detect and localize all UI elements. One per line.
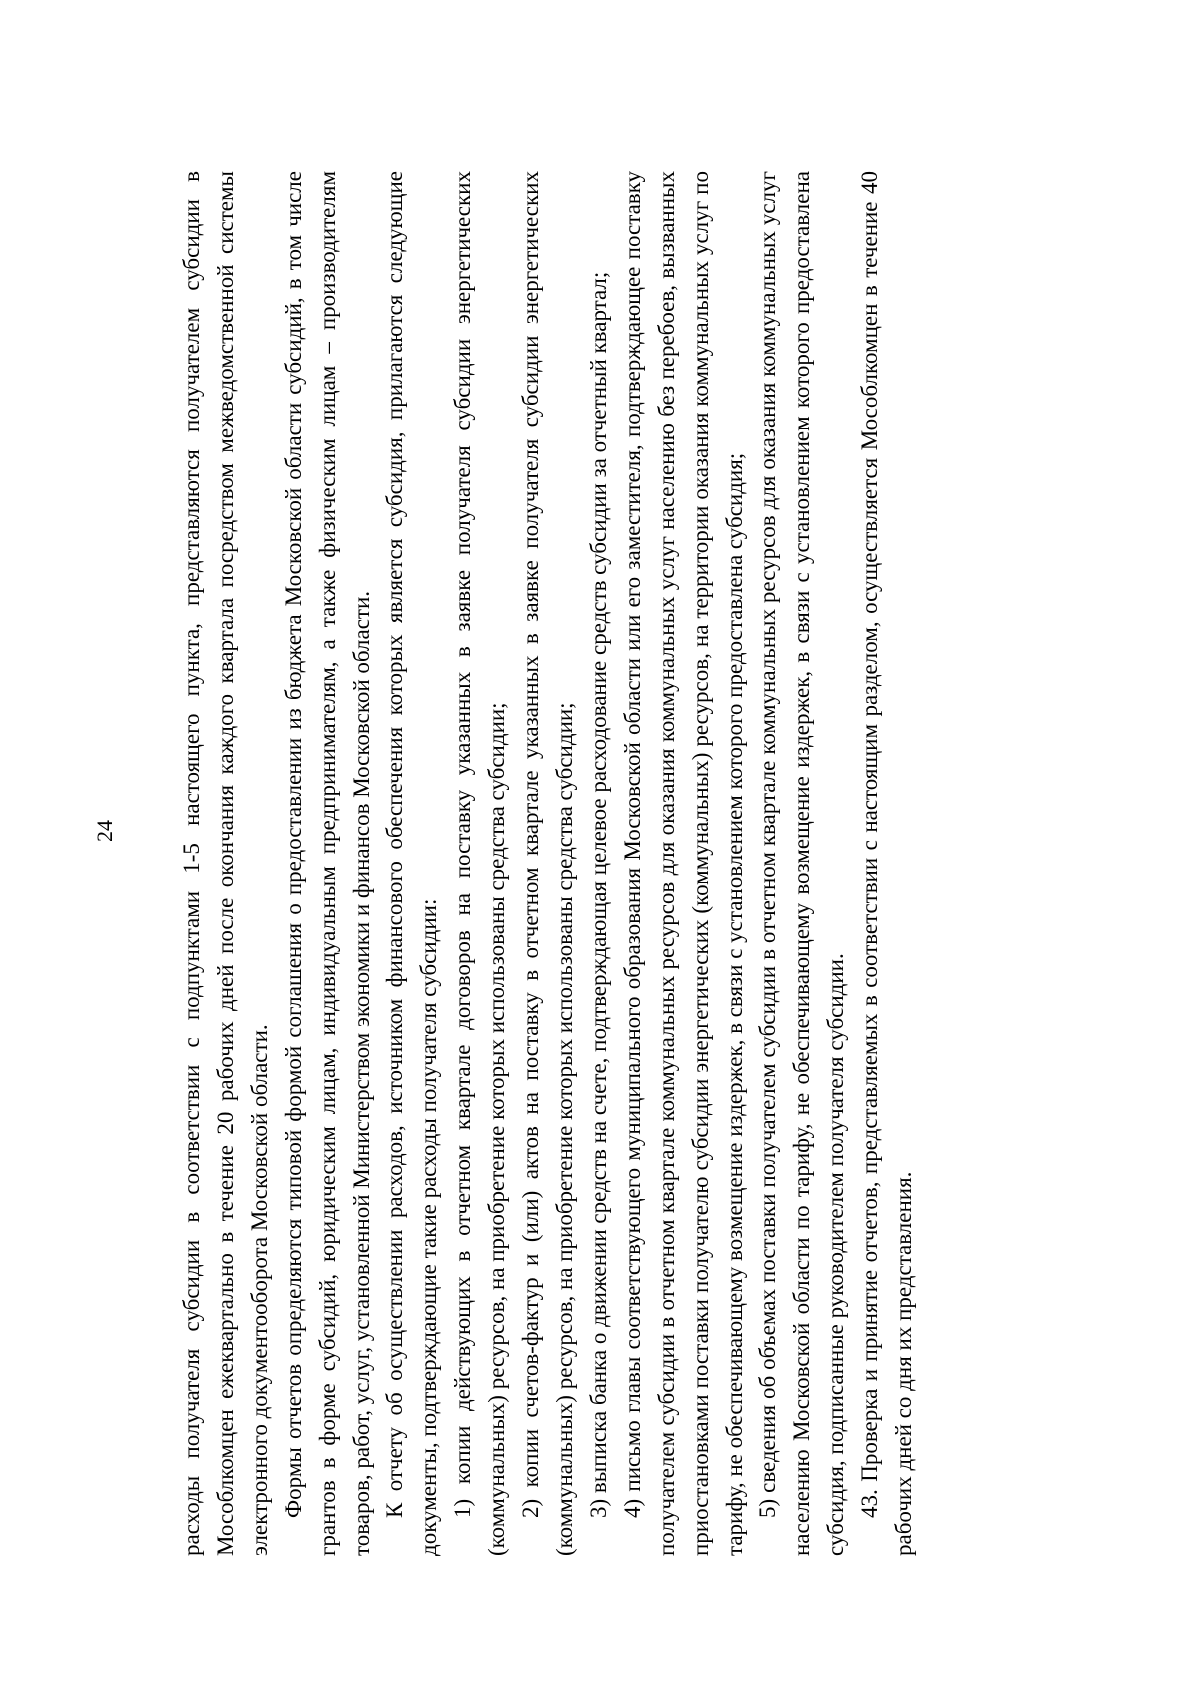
- page-number: 24: [92, 820, 117, 842]
- list-item: 2) копии счетов-фактур и (или) актов на поставку в отчетном квартале указанных в заявке получателя субсидии энергетических (коммунальных) ресурсов, на приобретение которых использованы средства субсидии;: [518, 171, 577, 1556]
- document-text: [175, 171, 921, 1556]
- rotated-page-body: [175, 171, 1075, 1556]
- list-item: 5) сведения об объемах поставки получателем субсидии в отчетном квартале коммунальных ресурсов для оказания коммунальных услуг населению Московской области по тарифу, не обеспечивающему возмещение издержек, в связи с установлением которого предоставлена субсидия, подписанные руководителем получателя субсидии.: [755, 171, 849, 1556]
- list-item: 3) выписка банка о движении средств на счете, подтверждающая целевое расходование средств субсидии за отчетный квартал;: [585, 271, 611, 1518]
- paragraph: расходы получателя субсидии в соответствии с подпунктами 1-5 настоящего пункта, представляются получателем субсидии в Мособлкомцен ежеквартально в течение 20 рабочих дней после окончания каждого квартала посредством межведомственной системы электронного документооборота Московской области.: [179, 171, 272, 1556]
- list-item: 1) копии действующих в отчетном квартале договоров на поставку указанных в заявке получателя субсидии энергетических (коммунальных) ресурсов, на приобретение которых использованы средства субсидии;: [450, 171, 510, 1556]
- paragraph: 43. Проверка и принятие отчетов, представляемых в соответствии с настоящим разделом, осуществляется Мособлкомцен в течение 40 рабочих дней со дня их представления.: [857, 171, 917, 1556]
- list-item: 4) письмо главы соответствующего муниципального образования Московской области или его заместителя, подтверждающее поставку получателем субсидии в отчетном квартале коммунальных ресурсов для оказания коммунальных услуг населению без перебоев, вызванных приостановками поставки получателю субсидии энергетических (коммунальных) ресурсов, на территории оказания коммунальных услуг по тарифу, не обеспечивающему возмещение издержек, в связи с установлением которого предоставлена субсидия;: [619, 171, 747, 1556]
- paragraph: К отчету об осуществлении расходов, источником финансового обеспечения которых является субсидия, прилагаются следующие документы, подтверждающие такие расходы получателя субсидии:: [382, 171, 442, 1556]
- paragraph: Формы отчетов определяются типовой формой соглашения о предоставлении из бюджета Московской области субсидий, в том числе грантов в форме субсидий, юридическим лицам, индивидуальным предпринимателям, а также физическим лицам – производителям товаров, работ, услуг, установленной Министерством экономики и финансов Московской области.: [280, 171, 374, 1556]
